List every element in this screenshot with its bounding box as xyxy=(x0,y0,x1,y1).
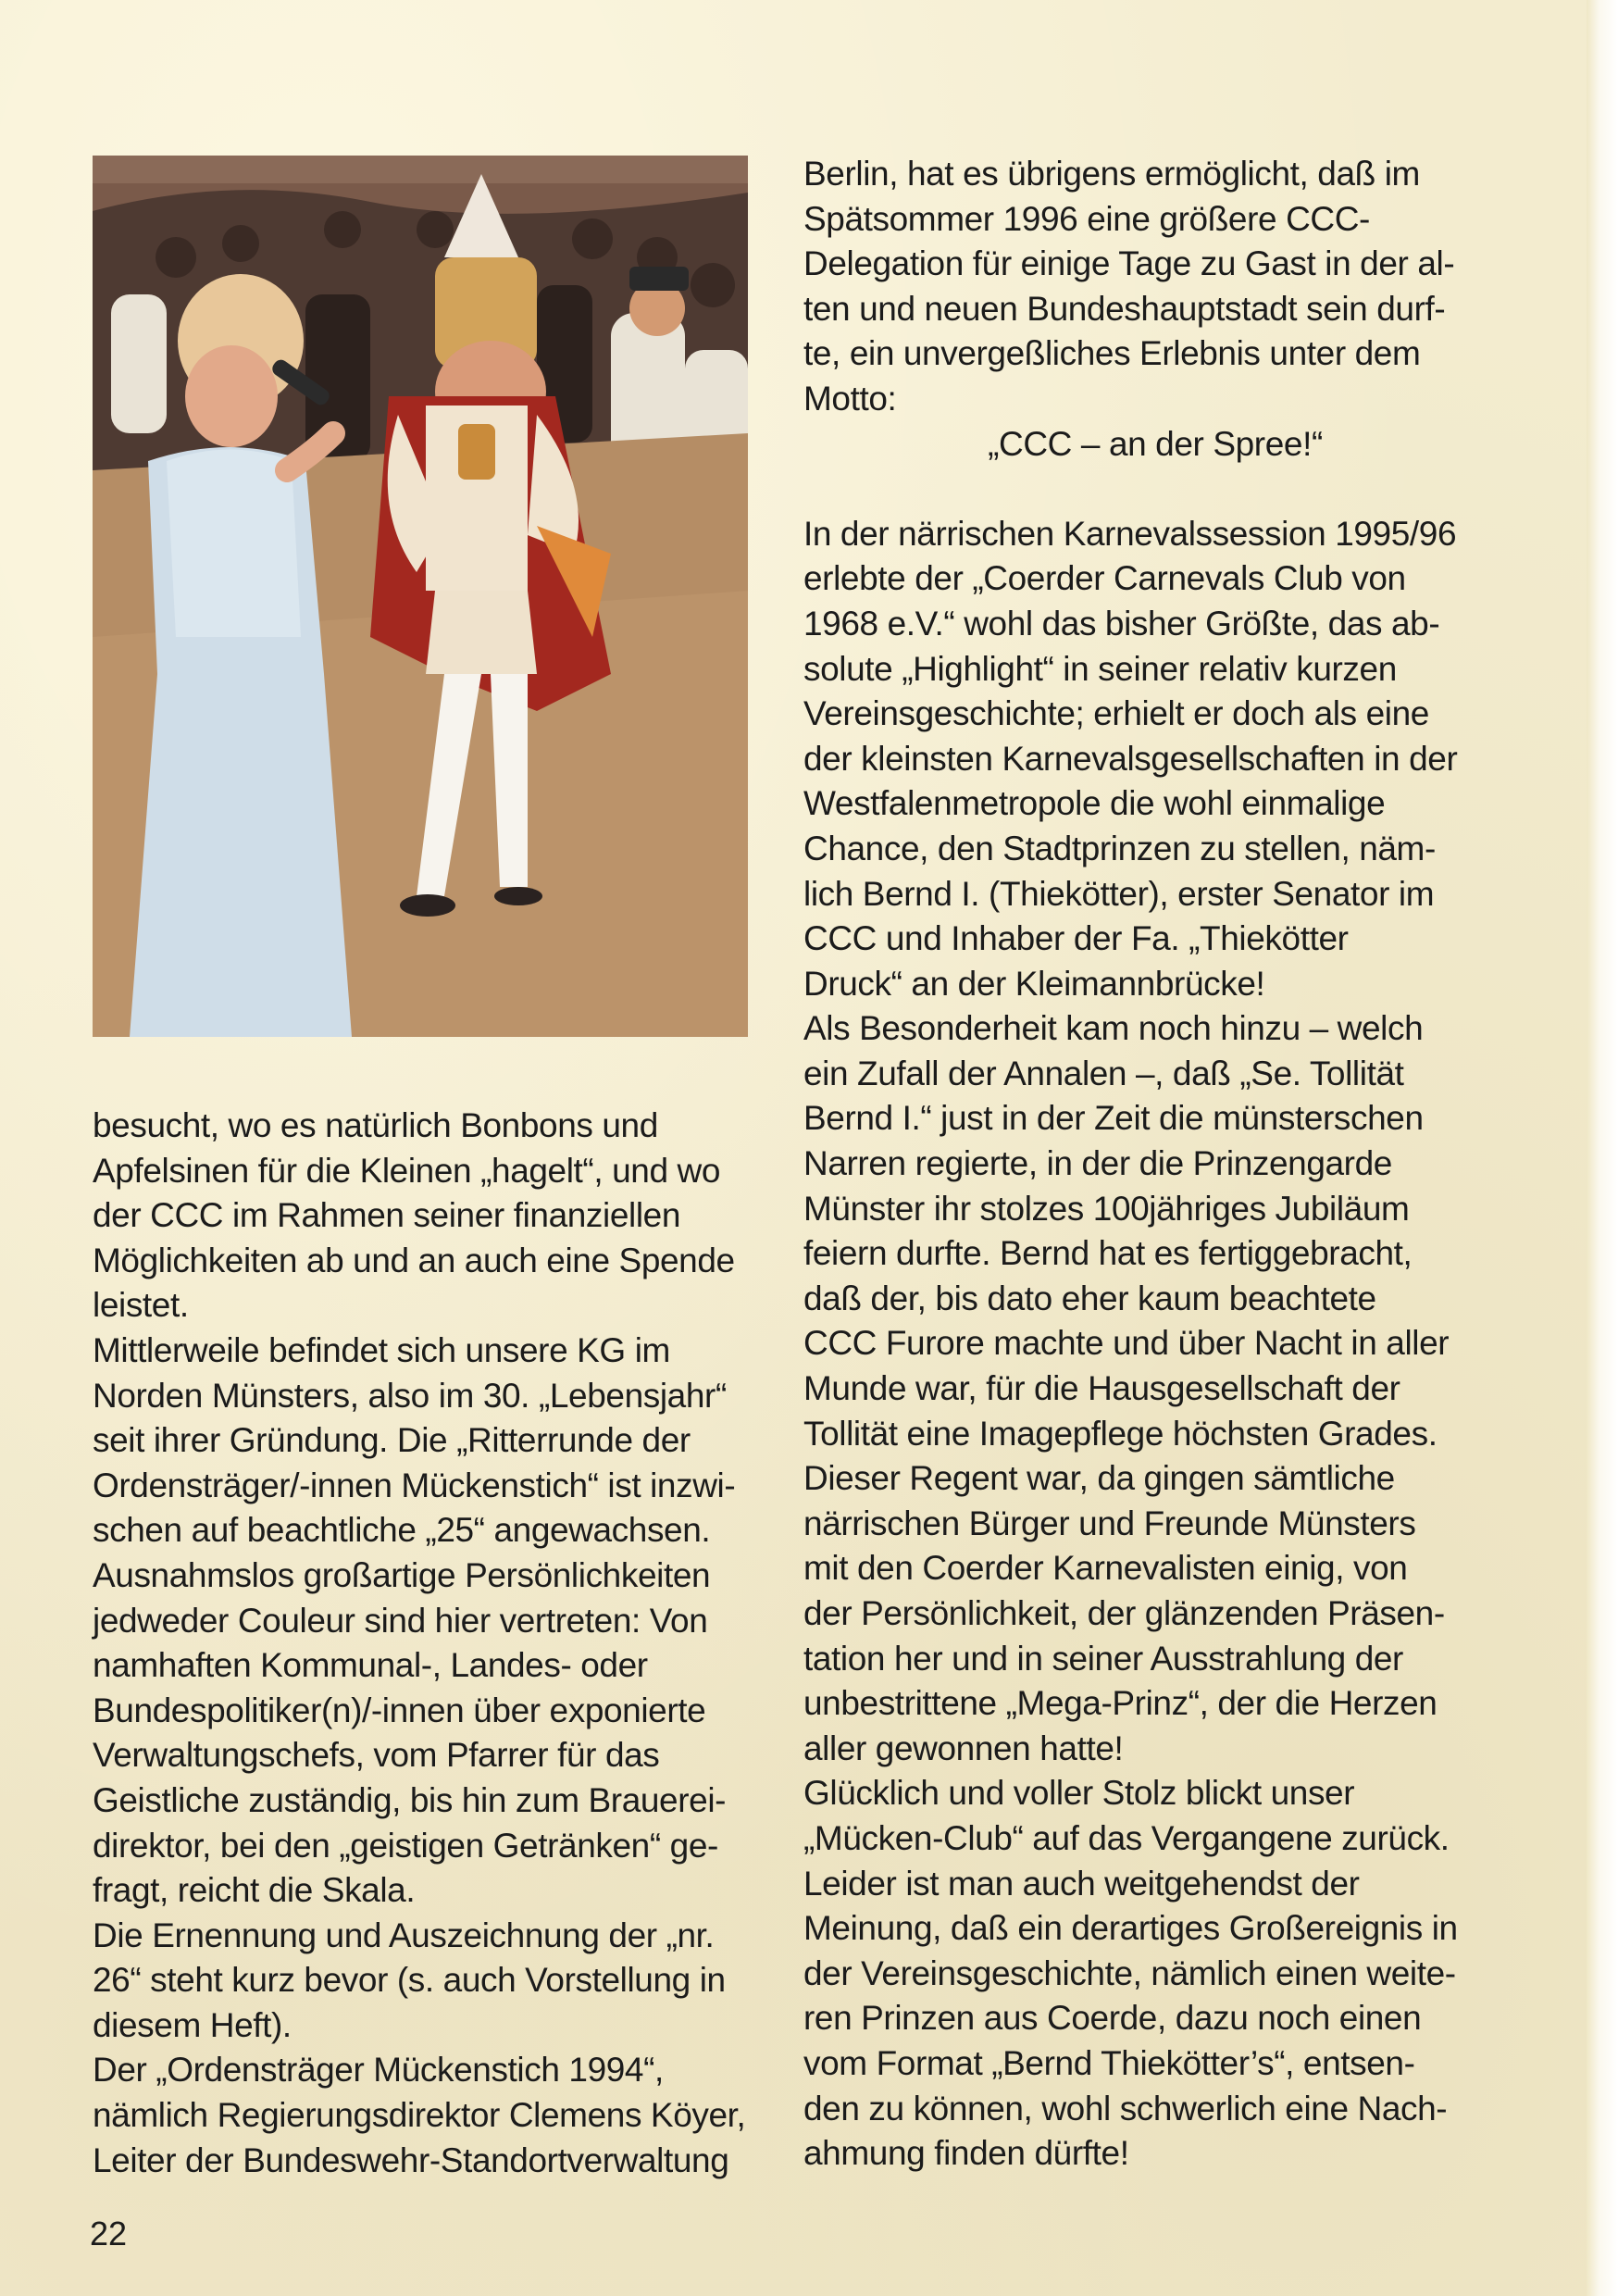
left-text-column xyxy=(93,1104,778,2183)
text-line: Verwaltungschefs, vom Pfarrer für das xyxy=(93,1736,660,1775)
text-line: vom Format „Bernd Thiekötter’s“, entsen- xyxy=(803,2043,1415,2082)
text-line: Die Ernennung und Auszeichnung der „nr. xyxy=(93,1915,715,1954)
text-line: schen auf beachtliche „25“ angewachsen. xyxy=(93,1511,711,1550)
text-line: Tollität eine Imagepflege höchsten Grades. xyxy=(803,1414,1438,1453)
text-line: Glücklich und voller Stolz blickt unser xyxy=(803,1774,1355,1813)
text-line: der kleinsten Karnevalsgesellschaften in der xyxy=(803,739,1458,778)
text-line: Als Besonderheit kam noch hinzu – welch xyxy=(803,1009,1424,1048)
text-line: Narren regierte, in der die Prinzengarde xyxy=(803,1144,1392,1183)
text-line: fragt, reicht die Skala. xyxy=(93,1871,416,1910)
text-line: Mittlerweile befindet sich unsere KG im xyxy=(93,1330,670,1369)
text-line: Münster ihr stolzes 100jähriges Jubiläum xyxy=(803,1189,1410,1228)
text-line: Dieser Regent war, da gingen sämtliche xyxy=(803,1459,1395,1498)
text-line: 26“ steht kurz bevor (s. auch Vorstellung in xyxy=(93,1961,726,2000)
text-line: solute „Highlight“ in seiner relativ kurzen xyxy=(803,649,1397,688)
text-line: lich Bernd I. (Thiekötter), erster Senator im xyxy=(803,874,1435,913)
text-line: Chance, den Stadtprinzen zu stellen, näm- xyxy=(803,829,1436,867)
text-line: besucht, wo es natürlich Bonbons und xyxy=(93,1106,658,1144)
text-line: te, ein unvergeßliches Erlebnis unter dem xyxy=(803,334,1421,373)
text-line: der Vereinsgeschichte, nämlich einen weite- xyxy=(803,1953,1456,1992)
text-line: feiern durfte. Bernd hat es fertiggebracht, xyxy=(803,1234,1413,1273)
text-line: unbestrittene „Mega-Prinz“, der die Herzen xyxy=(803,1684,1438,1723)
text-line: Spätsommer 1996 eine größere CCC- xyxy=(803,199,1370,238)
text-line: Geistliche zuständig, bis hin zum Brauerei- xyxy=(93,1780,727,1819)
text-line: ahmung finden dürfte! xyxy=(803,2134,1129,2173)
text-line: Ordensträger/-innen Mückenstich“ ist inzwi- xyxy=(93,1466,736,1504)
carnival-prince-photo xyxy=(93,156,748,1037)
text-line: diesem Heft). xyxy=(93,2005,292,2044)
text-line: In der närrischen Karnevalssession 1995/96 xyxy=(803,514,1457,553)
text-line: der CCC im Rahmen seiner finanziellen xyxy=(93,1196,681,1235)
paragraph-gap xyxy=(803,467,1544,512)
text-line: Möglichkeiten ab und an auch eine Spende xyxy=(93,1241,735,1279)
right-text-column xyxy=(803,152,1544,2177)
text-line: den zu können, wohl schwerlich eine Nach- xyxy=(803,2089,1448,2128)
text-line: Norden Münsters, also im 30. „Lebensjahr“ xyxy=(93,1376,727,1415)
text-line: Bernd I.“ just in der Zeit die münsterschen xyxy=(803,1099,1424,1138)
text-line: „Mücken-Club“ auf das Vergangene zurück. xyxy=(803,1818,1450,1857)
text-line: Munde war, für die Hausgesellschaft der xyxy=(803,1369,1400,1408)
text-line: seit ihrer Gründung. Die „Ritterrunde der xyxy=(93,1421,691,1460)
page-number: 22 xyxy=(90,2215,128,2252)
text-line: aller gewonnen hatte! xyxy=(803,1728,1124,1767)
text-line: Berlin, hat es übrigens ermöglicht, daß im xyxy=(803,155,1420,193)
text-line: 1968 e.V.“ wohl das bisher Größte, das ab- xyxy=(803,604,1440,643)
text-line: namhaften Kommunal-, Landes- oder xyxy=(93,1646,648,1685)
text-line: Apfelsinen für die Kleinen „hagelt“, und wo xyxy=(93,1151,721,1190)
photo-illustration xyxy=(93,156,748,1037)
text-line: mit den Coerder Karnevalisten einig, von xyxy=(803,1549,1408,1588)
text-line: nämlich Regierungsdirektor Clemens Köyer, xyxy=(93,2096,746,2135)
text-line: CCC Furore machte und über Nacht in aller xyxy=(803,1324,1450,1363)
text-line: CCC und Inhaber der Fa. „Thiekötter xyxy=(803,919,1349,958)
text-line: ren Prinzen aus Coerde, dazu noch einen xyxy=(803,1999,1422,2038)
text-line: erlebte der „Coerder Carnevals Club von xyxy=(803,559,1406,598)
text-line: tation her und in seiner Ausstrahlung der xyxy=(803,1639,1403,1678)
text-line: Meinung, daß ein derartiges Großereignis in xyxy=(803,1909,1458,1948)
text-line: der Persönlichkeit, der glänzenden Präsen- xyxy=(803,1594,1445,1632)
text-line: ein Zufall der Annalen –, daß „Se. Tollität xyxy=(803,1054,1404,1092)
text-line: Vereinsgeschichte; erhielt er doch als eine xyxy=(803,694,1429,733)
text-line: ten und neuen Bundeshauptstadt sein durf- xyxy=(803,289,1446,328)
text-line: Der „Ordensträger Mückenstich 1994“, xyxy=(93,2051,664,2090)
text-line: leistet. xyxy=(93,1286,189,1325)
text-line: Motto: xyxy=(803,379,897,418)
text-line: Bundespolitiker(n)/-innen über exponierte xyxy=(93,1691,706,1729)
text-line: Leiter der Bundeswehr-Standortverwaltung xyxy=(93,2140,729,2179)
text-line: jedweder Couleur sind hier vertreten: Von xyxy=(93,1601,708,1640)
text-line: Druck“ an der Kleimannbrücke! xyxy=(803,964,1265,1003)
text-line: Westfalenmetropole die wohl einmalige xyxy=(803,784,1386,823)
text-line: Leider ist man auch weitgehendst der xyxy=(803,1864,1360,1903)
text-line: närrischen Bürger und Freunde Münsters xyxy=(803,1504,1416,1542)
text-line: daß der, bis dato eher kaum beachtete xyxy=(803,1279,1376,1317)
page-edge xyxy=(1587,0,1618,2296)
text-line: direktor, bei den „geistigen Getränken“ ge- xyxy=(93,1826,718,1865)
text-line: Delegation für einige Tage zu Gast in der al- xyxy=(803,244,1455,283)
text-line: Ausnahmslos großartige Persönlichkeiten xyxy=(93,1555,711,1594)
motto-line: „CCC – an der Spree!“ xyxy=(988,424,1323,463)
